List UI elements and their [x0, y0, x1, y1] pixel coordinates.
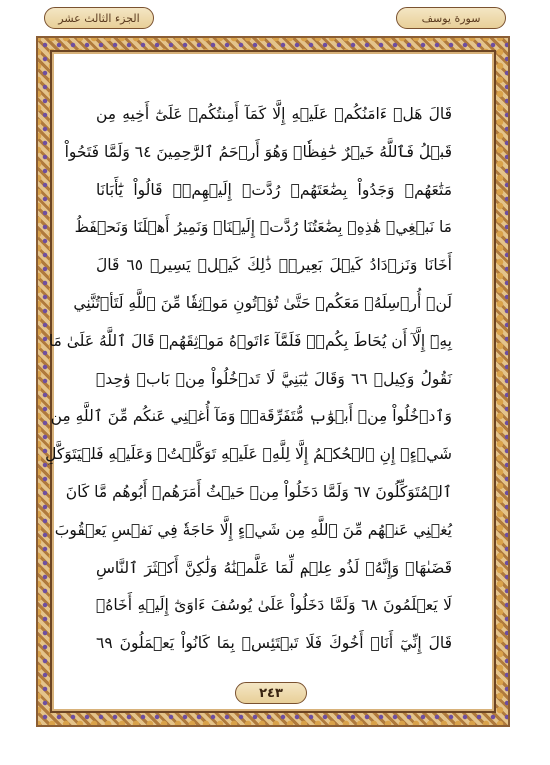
text-line: لَا يَعۡلَمُونَ ٦٨ وَلَمَّا دَخَلُواْ عَلَىٰ يُوسُفَ ءَاوَىٰٓ إِلَيۡهِ أَخَاهُۖ: [96, 596, 452, 615]
text-line: أَخَانَا وَنَزۡدَادُ كَيۡلَ بَعِيرٖۖ ذَٰلِكَ كَيۡلٞ يَسِيرٞ ٦٥ قَالَ: [96, 256, 452, 275]
text-line: وَٱدۡخُلُواْ مِنۡ أَبۡوَٰبٖ مُّتَفَرِّقَةٖۖ وَمَآ أُغۡنِي عَنكُم مِّنَ ٱللَّهِ مِن: [50, 407, 452, 426]
text-line: قَضَىٰهَاۚ وَإِنَّهُۥ لَذُو عِلۡمٖ لِّمَا عَلَّمۡنَٰهُ وَلَٰكِنَّ أَكۡثَرَ ٱلنَّاسِ: [96, 558, 452, 577]
juz-title: الجزء الثالث عشر: [58, 11, 140, 25]
page-number-badge: [235, 682, 307, 704]
page-number: ٢٤٣: [259, 685, 283, 701]
text-line: مَتَٰعَهُمۡ وَجَدُواْ بِضَٰعَتَهُمۡ رُدَّتۡ إِلَيۡهِمۡۖ قَالُواْ يَٰٓأَبَانَا: [96, 180, 452, 199]
text-line: قَالَ هَلۡ ءَامَنُكُمۡ عَلَيۡهِ إِلَّا كَمَآ أَمِنتُكُمۡ عَلَىٰٓ أَخِيهِ مِن: [96, 105, 452, 123]
text-line: نَقُولُ وَكِيلٞ ٦٦ وَقَالَ يَٰبَنِيَّ لَا تَدۡخُلُواْ مِنۢ بَابٖ وَٰحِدٖ: [96, 369, 452, 388]
text-line: قَبۡلُ فَٱللَّهُ خَيۡرٌ حَٰفِظٗاۖ وَهُوَ أَرۡحَمُ ٱلرَّٰحِمِينَ ٦٤ وَلَمَّا فَتَحُواْ: [64, 142, 452, 161]
text-line: شَيۡءٍۖ إِنِ ٱلۡحُكۡمُ إِلَّا لِلَّهِۖ عَلَيۡهِ تَوَكَّلۡتُۖ وَعَلَيۡهِ فَلۡيَتَوَكَّلِ: [45, 445, 452, 464]
text-line: لَنۡ أُرۡسِلَهُۥ مَعَكُمۡ حَتَّىٰ تُؤۡتُونِ مَوۡثِقٗا مِّنَ ٱللَّهِ لَتَأۡتُنَّنِي: [73, 293, 452, 312]
text-line: يُغۡنِي عَنۡهُم مِّنَ ٱللَّهِ مِن شَيۡءٍ إِلَّا حَاجَةٗ فِي نَفۡسِ يَعۡقُوبَ: [54, 520, 452, 539]
quran-text: [45, 96, 452, 663]
text-line: بِهِۦٓ إِلَّآ أَن يُحَاطَ بِكُمۡۖ فَلَمَّآ ءَاتَوۡهُ مَوۡثِقَهُمۡ قَالَ ٱللَّهُ عَلَىٰ مَا: [48, 331, 452, 350]
text-line: ٱلۡمُتَوَكِّلُونَ ٦٧ وَلَمَّا دَخَلُواْ مِنۡ حَيۡثُ أَمَرَهُمۡ أَبُوهُم مَّا كَانَ: [65, 482, 452, 501]
surah-title: سورة يوسف: [421, 11, 481, 25]
surah-label: [396, 7, 506, 29]
juz-label: [44, 7, 154, 29]
text-line: مَا نَبۡغِيۖ هَٰذِهِۦ بِضَٰعَتُنَا رُدَّتۡ إِلَيۡنَاۖ وَنَمِيرُ أَهۡلَنَا وَنَحۡفَظُ: [74, 218, 452, 237]
text-line: قَالَ إِنِّيٓ أَنَا۠ أَخُوكَ فَلَا تَبۡتَئِسۡ بِمَا كَانُواْ يَعۡمَلُونَ ٦٩: [96, 634, 452, 653]
